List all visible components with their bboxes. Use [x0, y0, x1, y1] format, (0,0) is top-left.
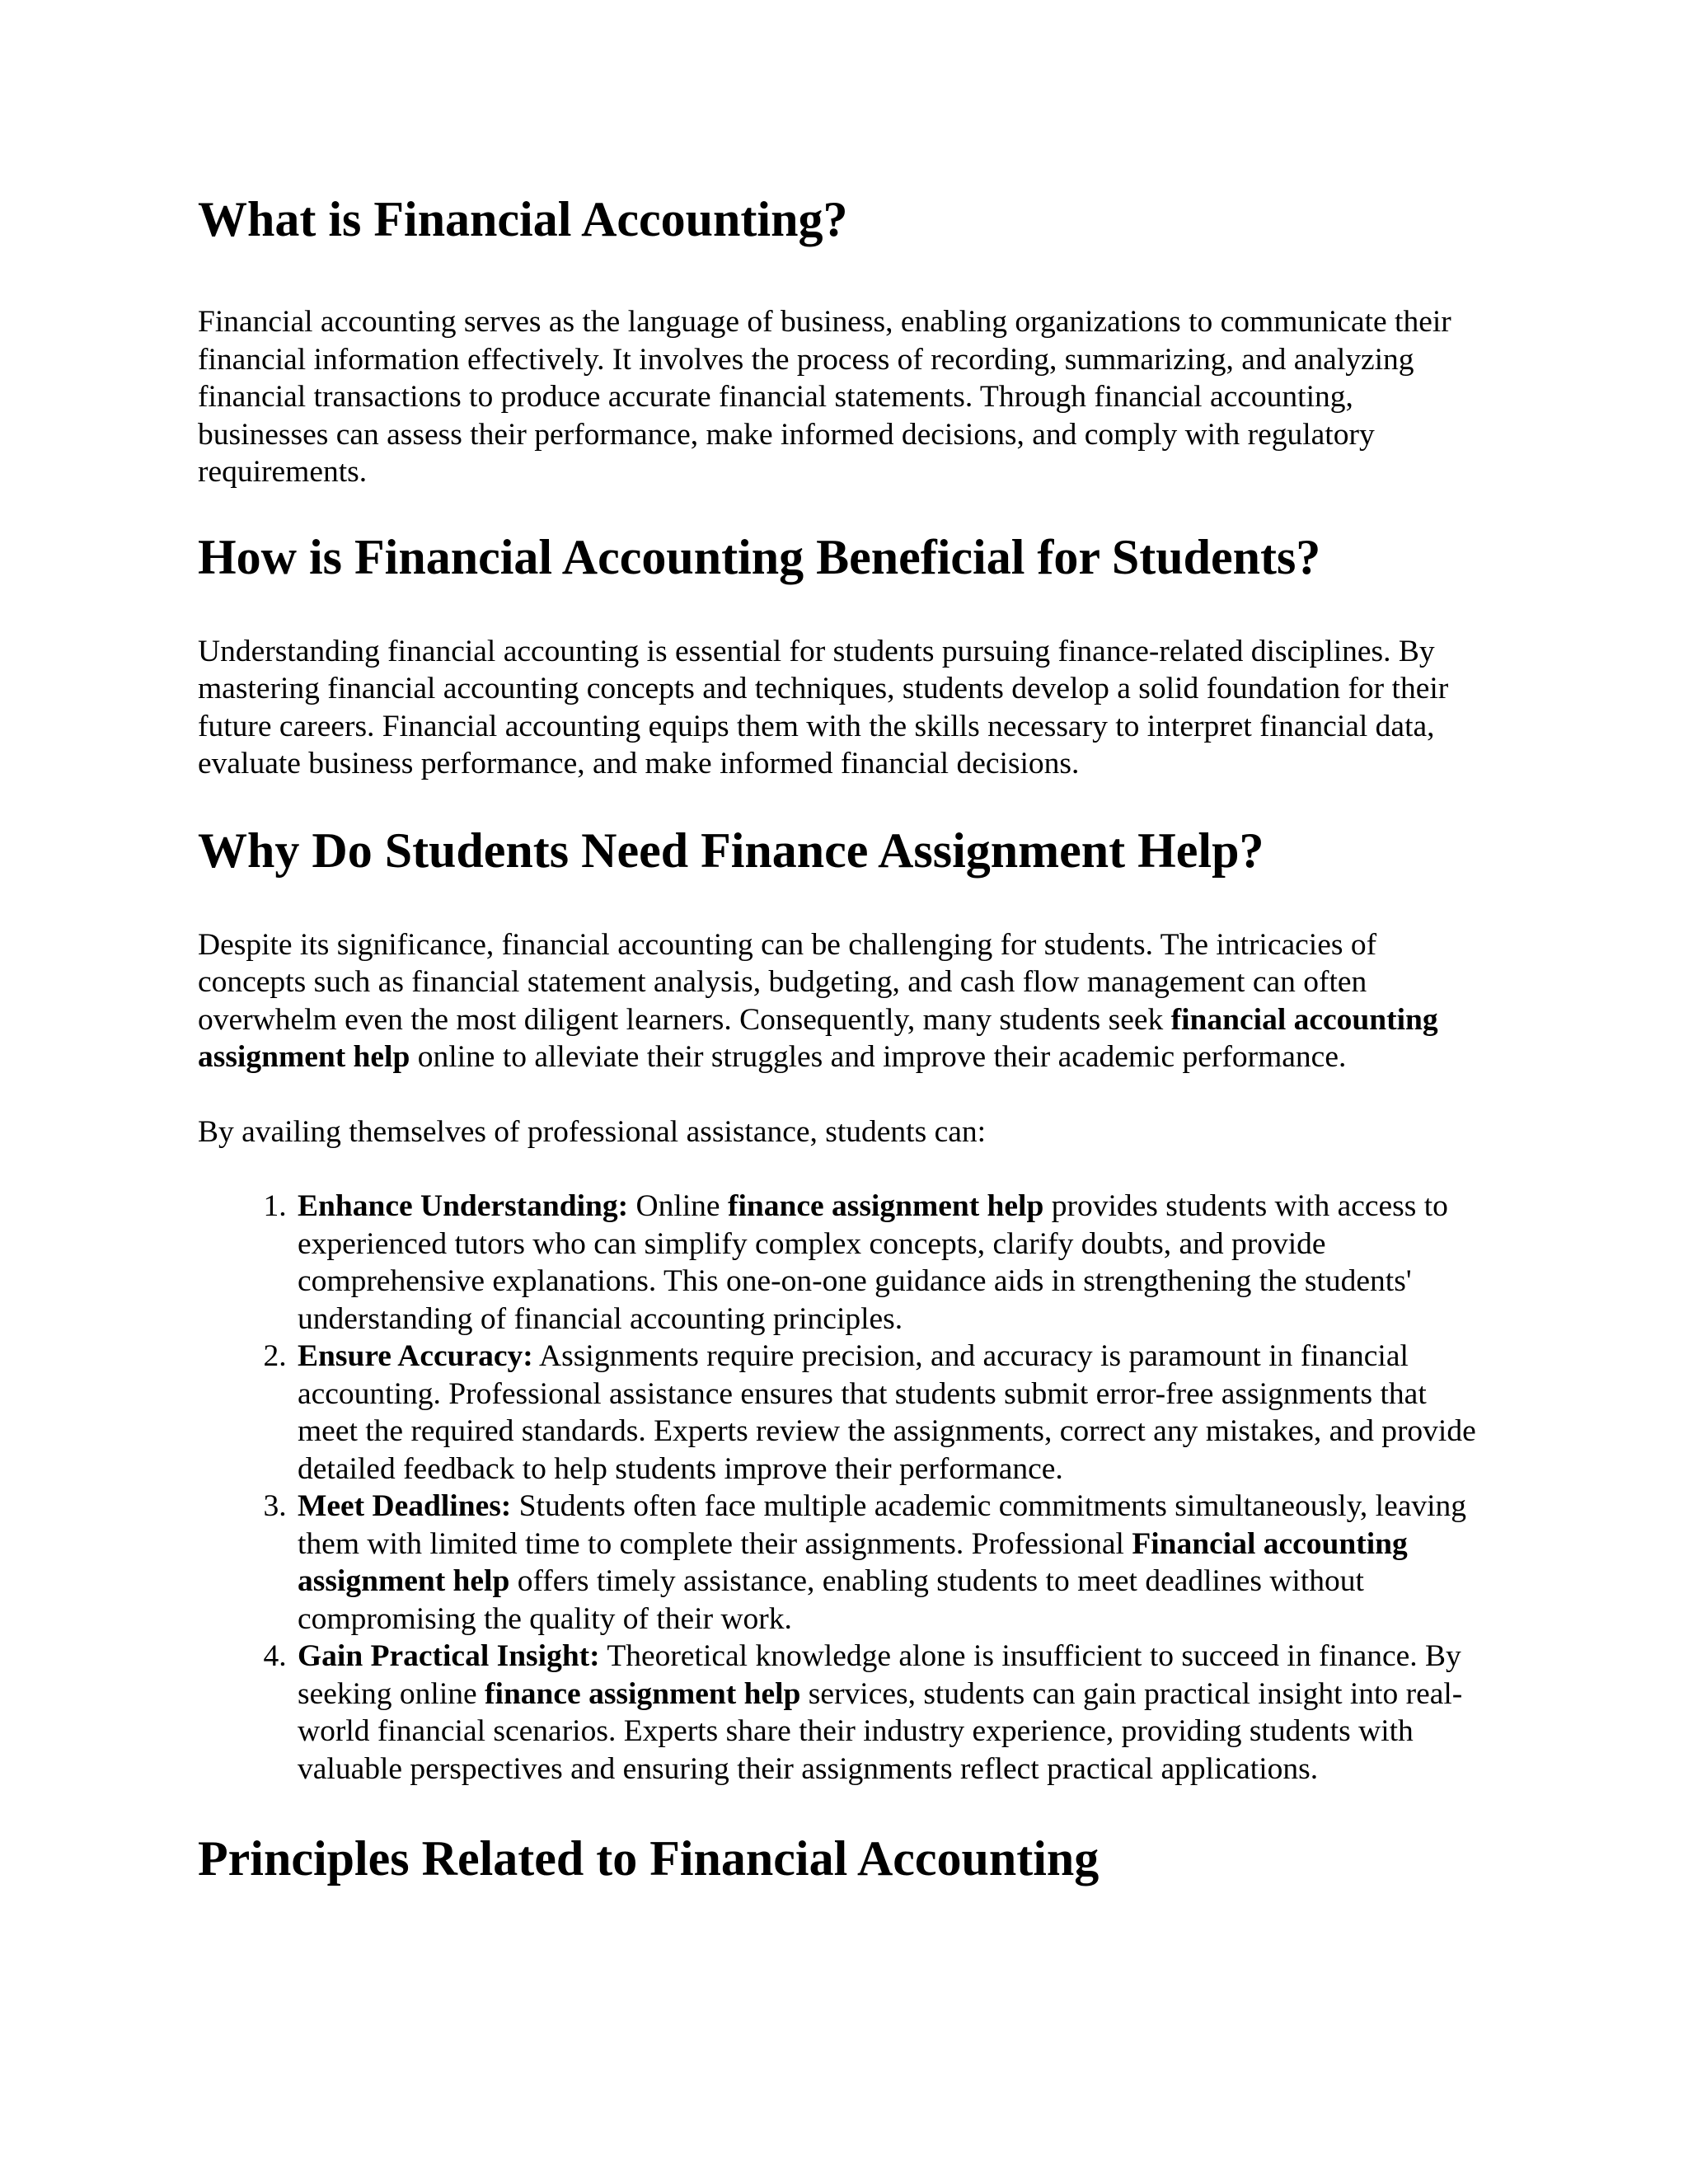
bold-keyword: finance assignment help [485, 1676, 801, 1711]
benefits-list [198, 1188, 1484, 1788]
list-item-title: Enhance Understanding: [298, 1189, 629, 1223]
bold-keyword: finance assignment help [727, 1189, 1044, 1223]
text-run: services, students can gain practical insight into real-world financial scenarios. Experts share their industry experience, providing students with valuable perspectives and ensuring their assignments reflect practical applications. [298, 1676, 1463, 1786]
bold-keyword: Financial accounting assignment help [298, 1526, 1408, 1598]
text-run: Despite its significance, financial accounting can be challenging for students. The intricacies of concepts such as financial statement analysis, budgeting, and cash flow management can often overwhelm even the most diligent learners. Consequently, many students seek [198, 927, 1377, 1037]
bold-keyword: financial accounting assignment help [198, 1002, 1438, 1074]
list-item-title: Gain Practical Insight: [298, 1639, 600, 1673]
text-run: offers timely assistance, enabling students to meet deadlines without compromising the quality of their work. [298, 1564, 1364, 1636]
list-item-ensure-accuracy [294, 1338, 1484, 1488]
text-run: Online [628, 1189, 728, 1223]
text-run: Assignments require precision, and accuracy is paramount in financial accounting. Professional assistance ensures that students submit error-free assignments that meet the required standards. Experts review the assignments, correct any mistakes, and provide detailed feedback to help students improve their performance. [298, 1339, 1476, 1486]
paragraph-why-need-help [198, 926, 1484, 1076]
paragraph-list-intro: By availing themselves of professional assistance, students can: [198, 1114, 987, 1149]
text-run: Theoretical knowledge alone is insufficient to succeed in finance. By seeking online [298, 1639, 1461, 1711]
list-item-meet-deadlines [294, 1488, 1484, 1638]
text-run: Students often face multiple academic commitments simultaneously, leaving them with limited time to complete their assignments. Professional [298, 1489, 1467, 1561]
paragraph-financial-accounting-definition: Financial accounting serves as the language of business, enabling organizations to communicate their financial information effectively. It involves the process of recording, summarizing, and analyzing financial transactions to produce accurate financial statements. Through financial accounting, businesses can assess their performance, make informed decisions, and comply with regulatory requirements. [198, 305, 1451, 489]
list-item-gain-practical-insight [294, 1638, 1484, 1788]
list-item-title: Meet Deadlines: [298, 1489, 512, 1523]
text-run: provides students with access to experienced tutors who can simplify complex concepts, clarify doubts, and provide comprehensive explanations. This one-on-one guidance aids in strengthening the students' understanding of financial accounting principles. [298, 1189, 1448, 1336]
section-heading-what-is-financial-accounting: What is Financial Accounting? [198, 192, 848, 246]
section-heading-benefits-for-students: How is Financial Accounting Beneficial for Students? [198, 529, 1321, 584]
paragraph-benefits-for-students: Understanding financial accounting is essential for students pursuing finance-related disciplines. By mastering financial accounting concepts and techniques, students develop a solid foundation for their future careers. Financial accounting equips them with the skills necessary to interpret financial data, evaluate business performance, and make informed financial decisions. [198, 634, 1449, 780]
list-item-enhance-understanding [294, 1188, 1484, 1338]
list-item-title: Ensure Accuracy: [298, 1339, 533, 1373]
document-page [198, 190, 1484, 1888]
section-heading-why-need-help: Why Do Students Need Finance Assignment Help? [198, 823, 1264, 878]
section-heading-principles: Principles Related to Financial Accounting [198, 1831, 1100, 1886]
text-run: online to alleviate their struggles and improve their academic performance. [410, 1040, 1347, 1074]
